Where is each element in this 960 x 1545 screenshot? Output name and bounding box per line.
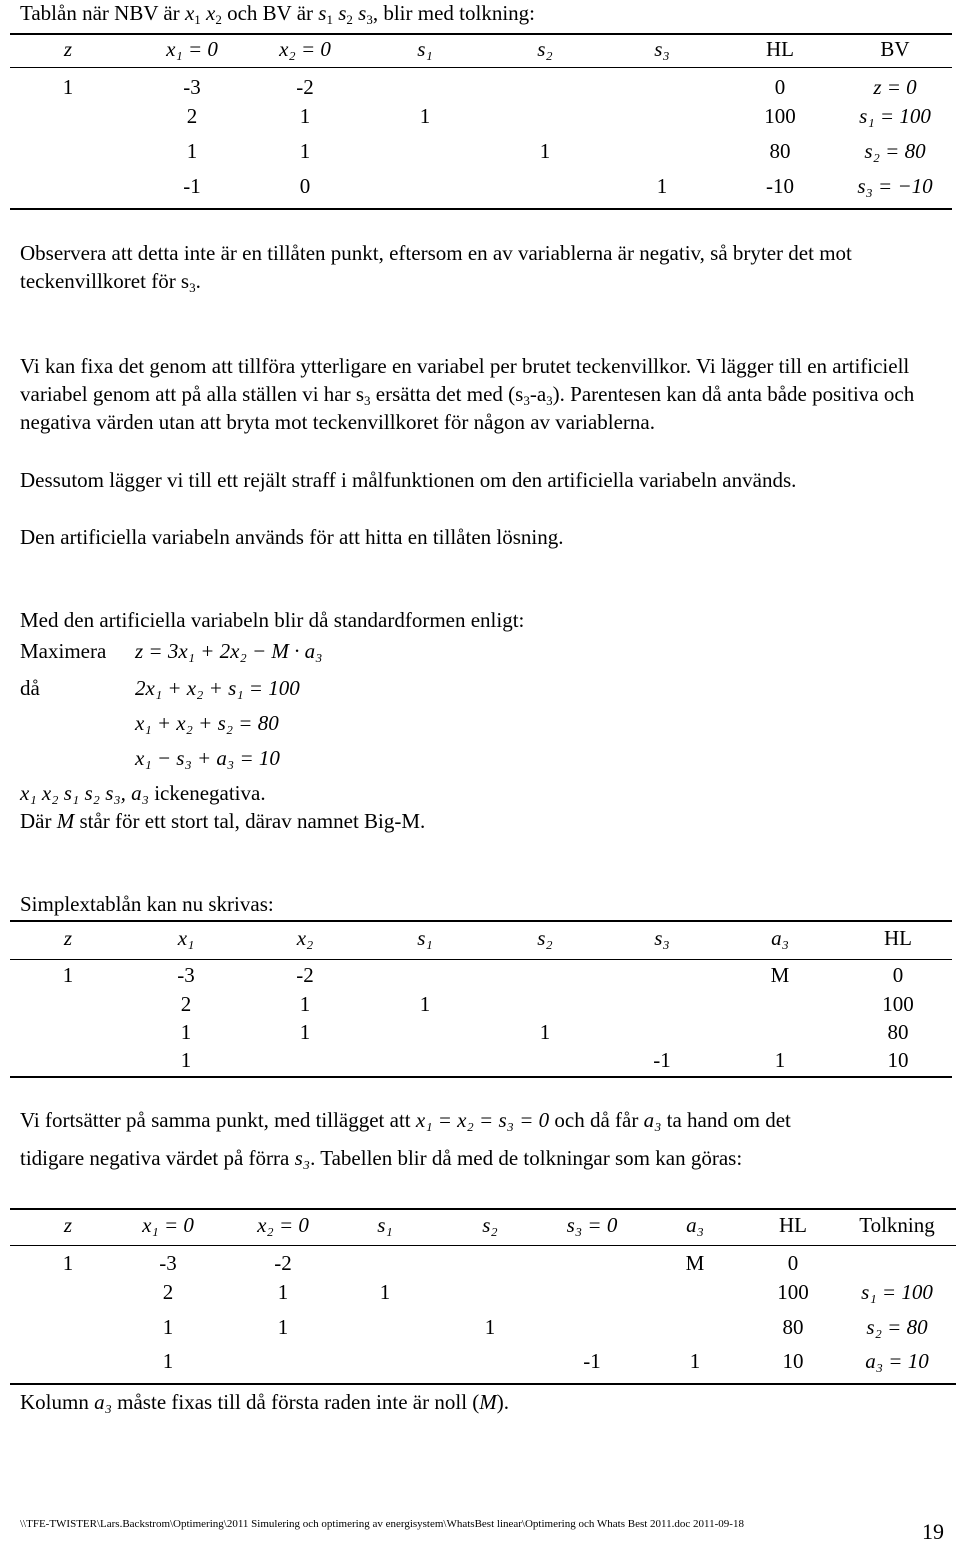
table1-bottom-rule: [10, 208, 952, 210]
table1-cell: 2: [186, 104, 198, 128]
table3-cell: 2: [162, 1280, 174, 1304]
table1-cell: 100: [764, 104, 796, 128]
var-s2: $s_2$: [338, 1, 353, 27]
da-label: då: [20, 676, 40, 700]
table3-cell: 1: [689, 1349, 701, 1373]
table3-header-cell: HL: [779, 1213, 807, 1237]
table2-header-cell: s₁: [417, 926, 433, 950]
table2-cell: 1: [62, 963, 74, 987]
table2-cell: 1: [774, 1048, 786, 1072]
table2-cell: 100: [882, 992, 914, 1016]
table2-cell: 0: [892, 963, 904, 987]
constraint-1: 2x₁ + x₂ + s₁ = 100: [135, 676, 300, 700]
table1-cell: 1: [419, 104, 431, 128]
table3-cell: 1: [162, 1349, 174, 1373]
footer-path: \\TFE-TWISTER\Lars.Backstrom\Optimering\2011 Simulering och optimering av energisystem\WhatsBest linear\Optimering och Whats Best 2011.doc 2011-09-18: [20, 1518, 744, 1530]
table3-cell: -2: [274, 1251, 292, 1275]
paragraph-artificial: Vi kan fixa det genom att tillföra ytterligare en variabel per brutet teckenvillkor. Vi lägger till en artificiell variabel genom att på alla ställen vi har $s_3$ ersätta det med $(s_3-a_3)$. Parentesen kan då anta både positiva och negativa värden utan att bryta mot teckenvillkoret för någon av variablerna.: [20, 354, 915, 434]
table1-cell: 1: [62, 75, 74, 99]
table2-header-cell: z: [63, 926, 73, 950]
table3-cell: 1: [484, 1315, 496, 1339]
table2-bottom-rule: [10, 1076, 952, 1078]
table3-cell: 10: [782, 1349, 804, 1373]
table3-cell: 1: [277, 1280, 289, 1304]
table2-cell: 80: [887, 1020, 909, 1044]
table1-header-cell: HL: [766, 37, 794, 61]
table1-header-cell: z: [63, 37, 73, 61]
page-number: 19: [922, 1519, 944, 1544]
intro-text: Tablån när NBV är: [20, 1, 180, 25]
table1-cell: 1: [539, 139, 551, 163]
table3-header-cell: s₃ = 0: [566, 1213, 618, 1237]
table1-cell: s₁ = 100: [859, 104, 931, 128]
table2-header-cell: x₂: [296, 926, 314, 950]
table3-bottom-rule: [10, 1383, 956, 1385]
table3-header-cell: s₂: [482, 1213, 498, 1237]
table3-header-cell: z: [63, 1213, 73, 1237]
table3-cell: 1: [277, 1315, 289, 1339]
var-x2: $x_2$: [206, 1, 222, 27]
table3-cell: 0: [787, 1251, 799, 1275]
table3-cell: a₃ = 10: [865, 1349, 929, 1373]
table2-cell: -3: [177, 963, 195, 987]
table3-header-rule: [10, 1245, 956, 1246]
table2-header-rule: [10, 959, 952, 960]
intro-line: [20, 1, 535, 27]
paragraph-simplex: Simplextablån kan nu skrivas:: [20, 892, 274, 916]
table1-cell: s₃ = −10: [857, 174, 933, 198]
table1-cell: 0: [774, 75, 786, 99]
table1-cell: -1: [183, 174, 201, 198]
paragraph-standard-form: Med den artificiella variabeln blir då standardformen enligt:: [20, 608, 525, 632]
table2-header-cell: x₁: [177, 926, 195, 950]
table3-cell: s₂ = 80: [866, 1315, 928, 1339]
table1-top-rule: [10, 33, 952, 35]
paragraph-observation: Observera att detta inte är en tillåten punkt, eftersom en av variablerna är negativ, så bryter det mot teckenvillkoret för $s_3$.: [20, 241, 852, 295]
big-m-line: Där M står för ett stort tal, därav namnet Big-M.: [20, 809, 426, 833]
paragraph-penalty: Dessutom lägger vi till ett rejält straff i målfunktionen om den artificiella variabeln används.: [20, 468, 797, 492]
intro-end: , blir med tolkning:: [372, 1, 535, 25]
table3-cell: M: [685, 1251, 705, 1275]
table2-cell: M: [770, 963, 790, 987]
table3-header-cell: s₁: [377, 1213, 393, 1237]
table1-cell: -10: [766, 174, 794, 198]
nonneg-text: ickenegativa.: [148, 781, 266, 805]
table2-cell: 1: [180, 1020, 192, 1044]
table3-cell: 1: [62, 1251, 74, 1275]
table3-header-cell: Tolkning: [859, 1213, 935, 1237]
table1-header-cell: s₁: [417, 37, 433, 61]
table1-cell: 1: [299, 139, 311, 163]
table2-cell: 2: [180, 992, 192, 1016]
table1-header-cell: BV: [880, 37, 910, 61]
var-x1: $x_1$: [184, 1, 201, 27]
table2-header-cell: s₂: [537, 926, 553, 950]
table2-header-cell: HL: [884, 926, 912, 950]
table1-cell: 1: [656, 174, 668, 198]
table2-cell: 1: [299, 1020, 311, 1044]
table1-cell: 1: [186, 139, 198, 163]
table1-header-cell: x₂ = 0: [279, 37, 331, 61]
nonneg-vars: x₁ x₂ s₁ s₂ s₃, a₃: [20, 781, 149, 805]
var-s1: $s_1$: [318, 1, 333, 27]
table3-header-cell: x₁ = 0: [142, 1213, 194, 1237]
table1-header-cell: s₂: [537, 37, 553, 61]
objective-function: z = 3x₁ + 2x₂ − M · a₃: [135, 639, 323, 663]
paragraph-column-fix: Kolumn a₃ måste fixas till då första raden inte är noll (M).: [20, 1390, 510, 1414]
table1-cell: -3: [183, 75, 201, 99]
paragraph-continue-line1: Vi fortsätter på samma punkt, med tillägget att x₁ = x₂ = s₃ = 0 och då får a₃ ta hand om det: [20, 1108, 791, 1132]
table3-cell: 80: [782, 1315, 804, 1339]
table3-cell: 100: [777, 1280, 809, 1304]
maximize-label: Maximera: [20, 639, 107, 663]
table2-top-rule: [10, 920, 952, 922]
table2-cell: 10: [887, 1048, 909, 1072]
table1-header-rule: [10, 67, 952, 68]
table2-cell: -2: [296, 963, 314, 987]
table1-header-cell: s₃: [654, 37, 670, 61]
table1-cell: z = 0: [873, 75, 917, 99]
table2-cell: 1: [419, 992, 431, 1016]
table3-cell: -1: [583, 1349, 601, 1373]
table1-header-cell: x₁ = 0: [166, 37, 218, 61]
table2-header-cell: s₃: [654, 926, 670, 950]
table3-cell: -3: [159, 1251, 177, 1275]
intro-mid: och BV är: [227, 1, 314, 25]
table3-top-rule: [10, 1208, 956, 1210]
constraint-2: x₁ + x₂ + s₂ = 80: [135, 711, 279, 735]
var-s3: $s_3$: [358, 1, 373, 27]
table2-header-cell: a₃: [771, 926, 789, 950]
table3-cell: 1: [162, 1315, 174, 1339]
table2-cell: 1: [180, 1048, 192, 1072]
table1-cell: 1: [299, 104, 311, 128]
table2-cell: 1: [299, 992, 311, 1016]
table1-cell: 0: [299, 174, 311, 198]
paragraph-purpose: Den artificiella variabeln används för att hitta en tillåten lösning.: [20, 525, 564, 549]
table2-cell: 1: [539, 1020, 551, 1044]
table2-cell: -1: [653, 1048, 671, 1072]
nonnegativity-line: [20, 783, 266, 804]
table1-cell: -2: [296, 75, 314, 99]
table3-header-cell: x₂ = 0: [257, 1213, 309, 1237]
paragraph-continue-line2: tidigare negativa värdet på förra s₃. Tabellen blir då med de tolkningar som kan göras:: [20, 1146, 743, 1170]
table1-cell: 80: [769, 139, 791, 163]
table3-header-cell: a₃: [686, 1213, 704, 1237]
table1-cell: s₂ = 80: [864, 139, 926, 163]
table3-cell: 1: [379, 1280, 391, 1304]
table3-cell: s₁ = 100: [861, 1280, 933, 1304]
constraint-3: x₁ − s₃ + a₃ = 10: [135, 746, 280, 770]
